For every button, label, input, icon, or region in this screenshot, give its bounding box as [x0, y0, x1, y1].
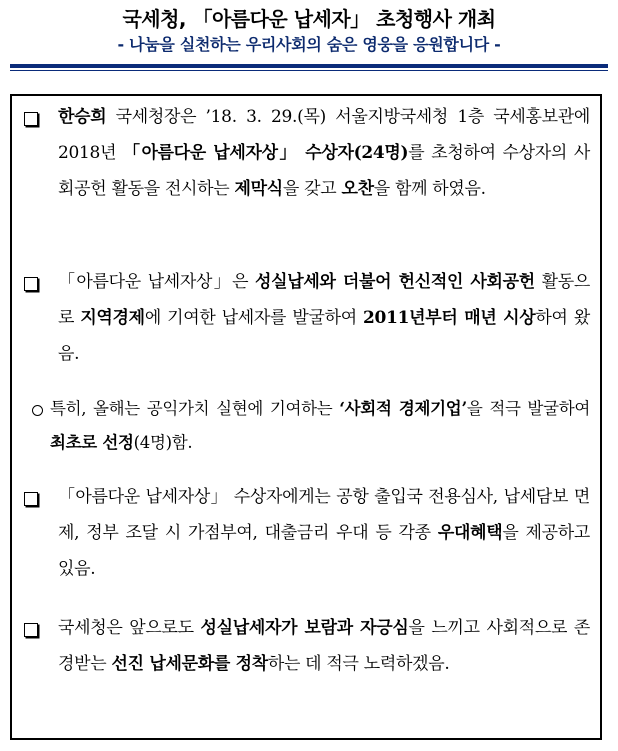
- text-segment: 하는 데 적극 노력하겠음.: [267, 654, 450, 674]
- text-segment: 한승희: [58, 107, 107, 127]
- paragraph-text: [24, 479, 590, 587]
- paragraph-3: [50, 392, 590, 460]
- header-rule-thin: [10, 70, 608, 71]
- paragraph-1: [24, 99, 590, 207]
- text-segment: (4명)함.: [133, 433, 193, 452]
- text-segment: 을 함께 하였음.: [373, 179, 486, 199]
- page-title: 국세청, 「아름다운 납세자」 초청행사 개최: [122, 7, 496, 31]
- text-segment: 지역경제: [80, 308, 145, 328]
- text-segment: 「아름다운 납세자상」 수상자(24명): [123, 143, 409, 163]
- paragraph-text: [24, 610, 590, 682]
- text-segment: 활동으로: [58, 272, 590, 328]
- text-segment: 「아름다운 납세자상」 수상자에게는 공항 출입국 전용심사, 납세담보 면제, 정부 조달 시 가점부여, 대출금리 우대 등 각종: [58, 487, 590, 543]
- page-subtitle: - 나눔을 실천하는 우리사회의 숨은 영웅을 응원합니다 -: [117, 35, 501, 54]
- text-segment: 오찬: [341, 179, 374, 199]
- text-segment: 을 적극 발굴하여: [466, 399, 590, 418]
- text-segment: 성실납세와 더불어 헌신적인 사회공헌: [255, 272, 535, 292]
- text-segment: 우대혜택: [437, 523, 503, 543]
- text-segment: 성실납세자가 보람과 자긍심: [200, 618, 409, 638]
- paragraph-2: [24, 264, 590, 372]
- content-box: [10, 94, 602, 740]
- text-segment: 를 초청하여 수상자의 사회공헌 활동을 전시하는: [58, 143, 590, 199]
- text-segment: 국세청장은 ’18. 3. 29.(목) 서울지방국세청 1층 국세홍보관에 2018년: [58, 107, 590, 163]
- text-segment: 최초로 선정: [50, 433, 134, 452]
- document-header: [0, 0, 618, 75]
- text-segment: 선진 납세문화를 정착: [111, 654, 268, 674]
- text-segment: 국세청은 앞으로도: [58, 618, 201, 638]
- text-segment: 2011년부터 매년 시상: [363, 308, 536, 328]
- text-segment: 에 기여한 납세자를 발굴하여: [144, 308, 364, 328]
- text-segment: 을 제공하고 있음.: [58, 523, 590, 579]
- paragraph-5: [24, 610, 590, 682]
- text-segment: 「아름다운 납세자상」은: [58, 272, 256, 292]
- paragraph-text: [24, 264, 590, 372]
- paragraph-text: [24, 99, 590, 207]
- paragraph-4: [24, 479, 590, 587]
- text-segment: 을 느끼고 사회적으로 존경받는: [58, 618, 591, 674]
- header-rule-thick: [10, 64, 608, 68]
- text-segment: 제막식: [234, 179, 283, 199]
- text-segment: 특히, 올해는 공익가치 실현에 기여하는: [50, 399, 340, 418]
- paragraph-text: [50, 399, 590, 452]
- circle-bullet-icon: [32, 405, 43, 416]
- text-segment: ‘사회적 경제기업’: [339, 399, 467, 418]
- text-segment: 을 갖고: [282, 179, 342, 199]
- text-segment: 하여 왔음.: [58, 308, 590, 364]
